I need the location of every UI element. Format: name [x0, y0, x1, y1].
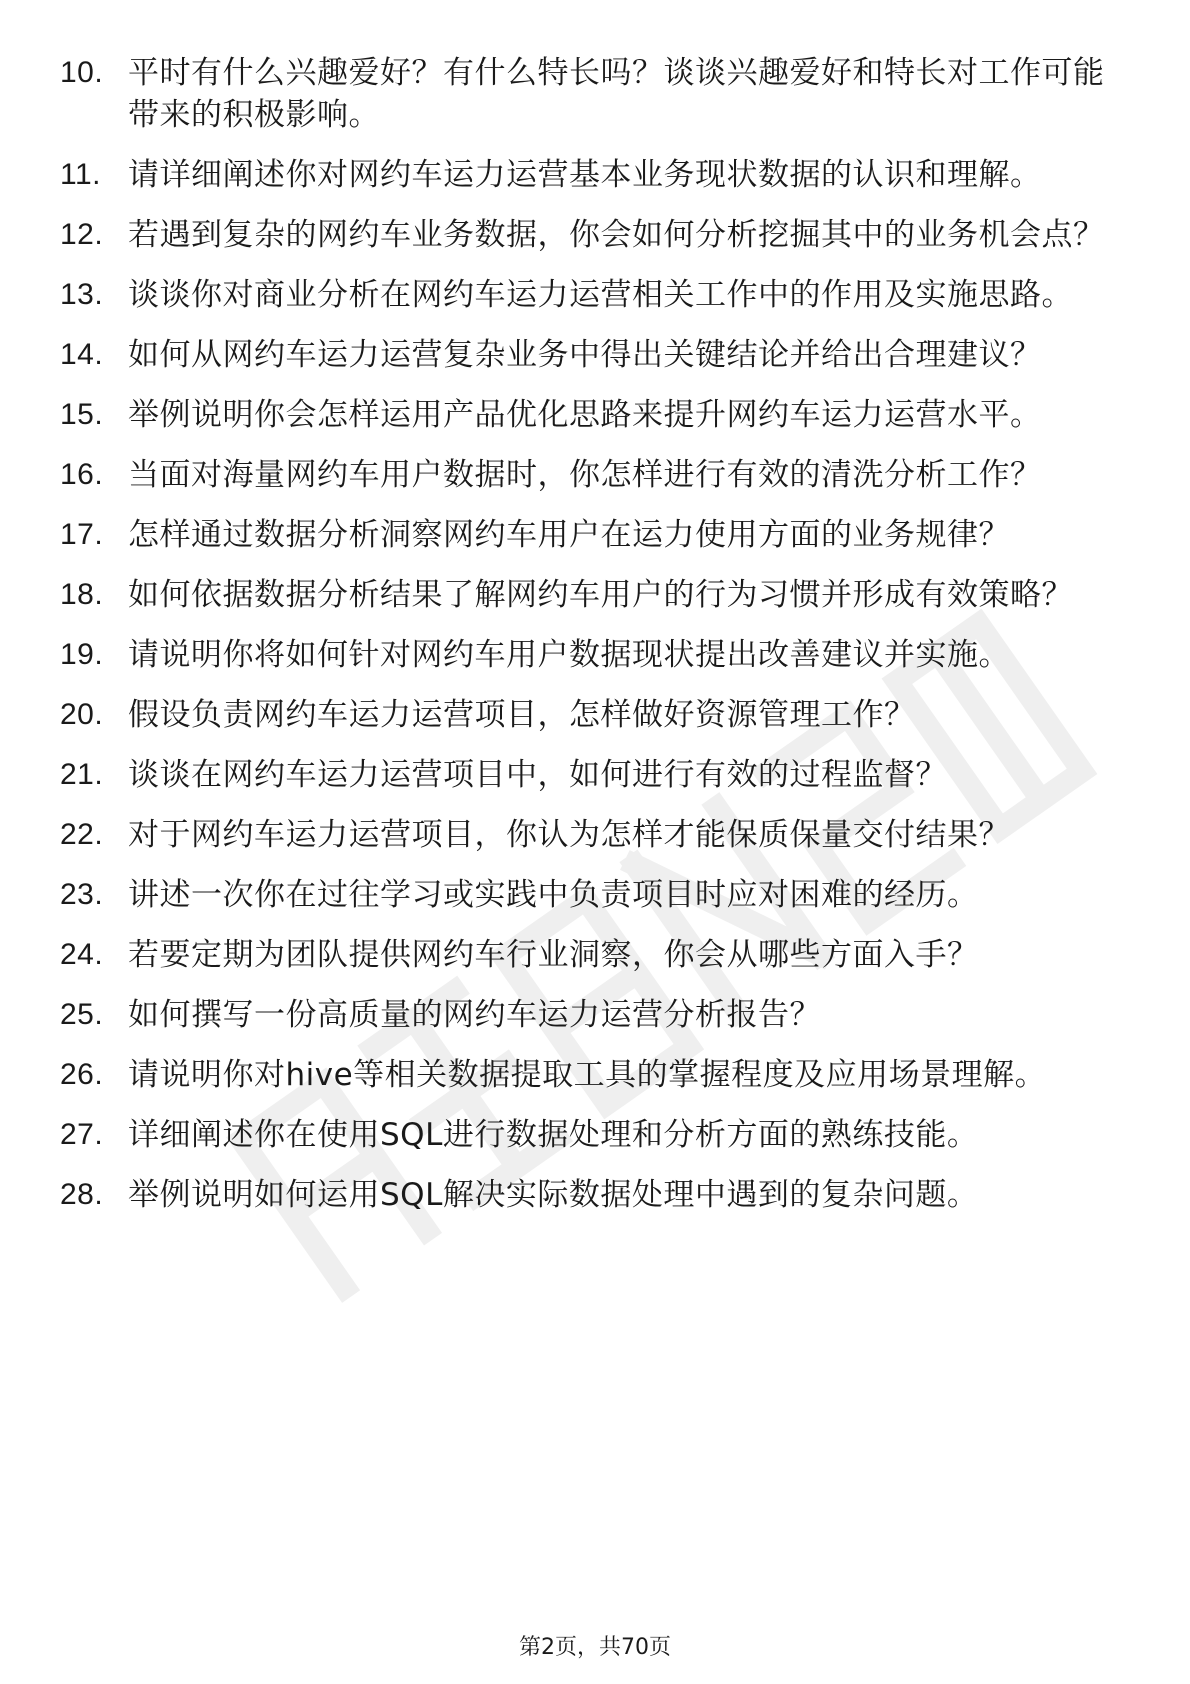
list-item — [60, 574, 1120, 616]
question-list — [60, 52, 1120, 1234]
list-item — [60, 814, 1120, 856]
list-item — [60, 874, 1120, 916]
list-item — [60, 1054, 1120, 1096]
item-text: 怎样通过数据分析洞察网约车用户在运力使用方面的业务规律？ — [128, 517, 1010, 553]
item-number: 19. — [60, 638, 104, 671]
item-number: 20. — [60, 698, 104, 731]
list-item — [60, 934, 1120, 976]
item-text: 假设负责网约车运力运营项目，怎样做好资源管理工作？ — [128, 697, 916, 733]
list-item — [60, 1174, 1120, 1216]
item-text: 如何撰写一份高质量的网约车运力运营分析报告？ — [128, 997, 821, 1033]
item-number: 14. — [60, 338, 104, 371]
item-number: 13. — [60, 278, 104, 311]
item-number: 24. — [60, 938, 104, 971]
page-number-footer: 第2页，共70页 — [519, 1635, 671, 1660]
item-number: 17. — [60, 518, 104, 551]
item-number: 26. — [60, 1058, 104, 1091]
item-text: 举例说明如何运用SQL解决实际数据处理中遇到的复杂问题。 — [128, 1177, 979, 1213]
list-item — [60, 394, 1120, 436]
item-text: 对于网约车运力运营项目，你认为怎样才能保质保量交付结果？ — [128, 817, 1010, 853]
item-text: 若要定期为团队提供网约车行业洞察，你会从哪些方面入手？ — [128, 937, 979, 973]
item-number: 10. — [60, 56, 104, 89]
list-item — [60, 274, 1120, 316]
item-number: 27. — [60, 1118, 104, 1151]
item-number: 18. — [60, 578, 104, 611]
item-text: 请说明你对hive等相关数据提取工具的掌握程度及应用场景理解。 — [128, 1057, 1047, 1093]
item-text: 当面对海量网约车用户数据时，你怎样进行有效的清洗分析工作？ — [128, 457, 1042, 493]
item-number: 28. — [60, 1178, 104, 1211]
item-number: 22. — [60, 818, 104, 851]
list-item — [60, 1114, 1120, 1156]
item-text: 详细阐述你在使用SQL进行数据处理和分析方面的熟练技能。 — [128, 1117, 979, 1153]
list-item — [60, 334, 1120, 376]
item-text: 请说明你将如何针对网约车用户数据现状提出改善建议并实施。 — [128, 637, 1010, 673]
list-item — [60, 994, 1120, 1036]
item-text: 举例说明你会怎样运用产品优化思路来提升网约车运力运营水平。 — [128, 397, 1042, 433]
item-number: 25. — [60, 998, 104, 1031]
list-item — [60, 52, 1120, 136]
item-text: 若遇到复杂的网约车业务数据，你会如何分析挖掘其中的业务机会点？ — [128, 217, 1105, 253]
list-item — [60, 154, 1120, 196]
item-number: 15. — [60, 398, 104, 431]
item-number: 23. — [60, 878, 104, 911]
list-item — [60, 214, 1120, 256]
item-number: 21. — [60, 758, 104, 791]
list-item — [60, 694, 1120, 736]
list-item — [60, 514, 1120, 556]
item-text: 如何从网约车运力运营复杂业务中得出关键结论并给出合理建议？ — [128, 337, 1042, 373]
item-text: 如何依据数据分析结果了解网约车用户的行为习惯并形成有效策略？ — [128, 577, 1073, 613]
item-number: 16. — [60, 458, 104, 491]
item-number: 12. — [60, 218, 104, 251]
item-number: 11. — [60, 158, 101, 191]
list-item — [60, 634, 1120, 676]
item-text: 平时有什么兴趣爱好？有什么特长吗？谈谈兴趣爱好和特长对工作可能带来的积极影响。 — [128, 55, 1105, 133]
item-text: 谈谈在网约车运力运营项目中，如何进行有效的过程监督？ — [128, 757, 947, 793]
item-text: 谈谈你对商业分析在网约车运力运营相关工作中的作用及实施思路。 — [128, 277, 1073, 313]
item-text: 请详细阐述你对网约车运力运营基本业务现状数据的认识和理解。 — [128, 157, 1042, 193]
item-text: 讲述一次你在过往学习或实践中负责项目时应对困难的经历。 — [128, 877, 979, 913]
list-item — [60, 454, 1120, 496]
list-item — [60, 754, 1120, 796]
